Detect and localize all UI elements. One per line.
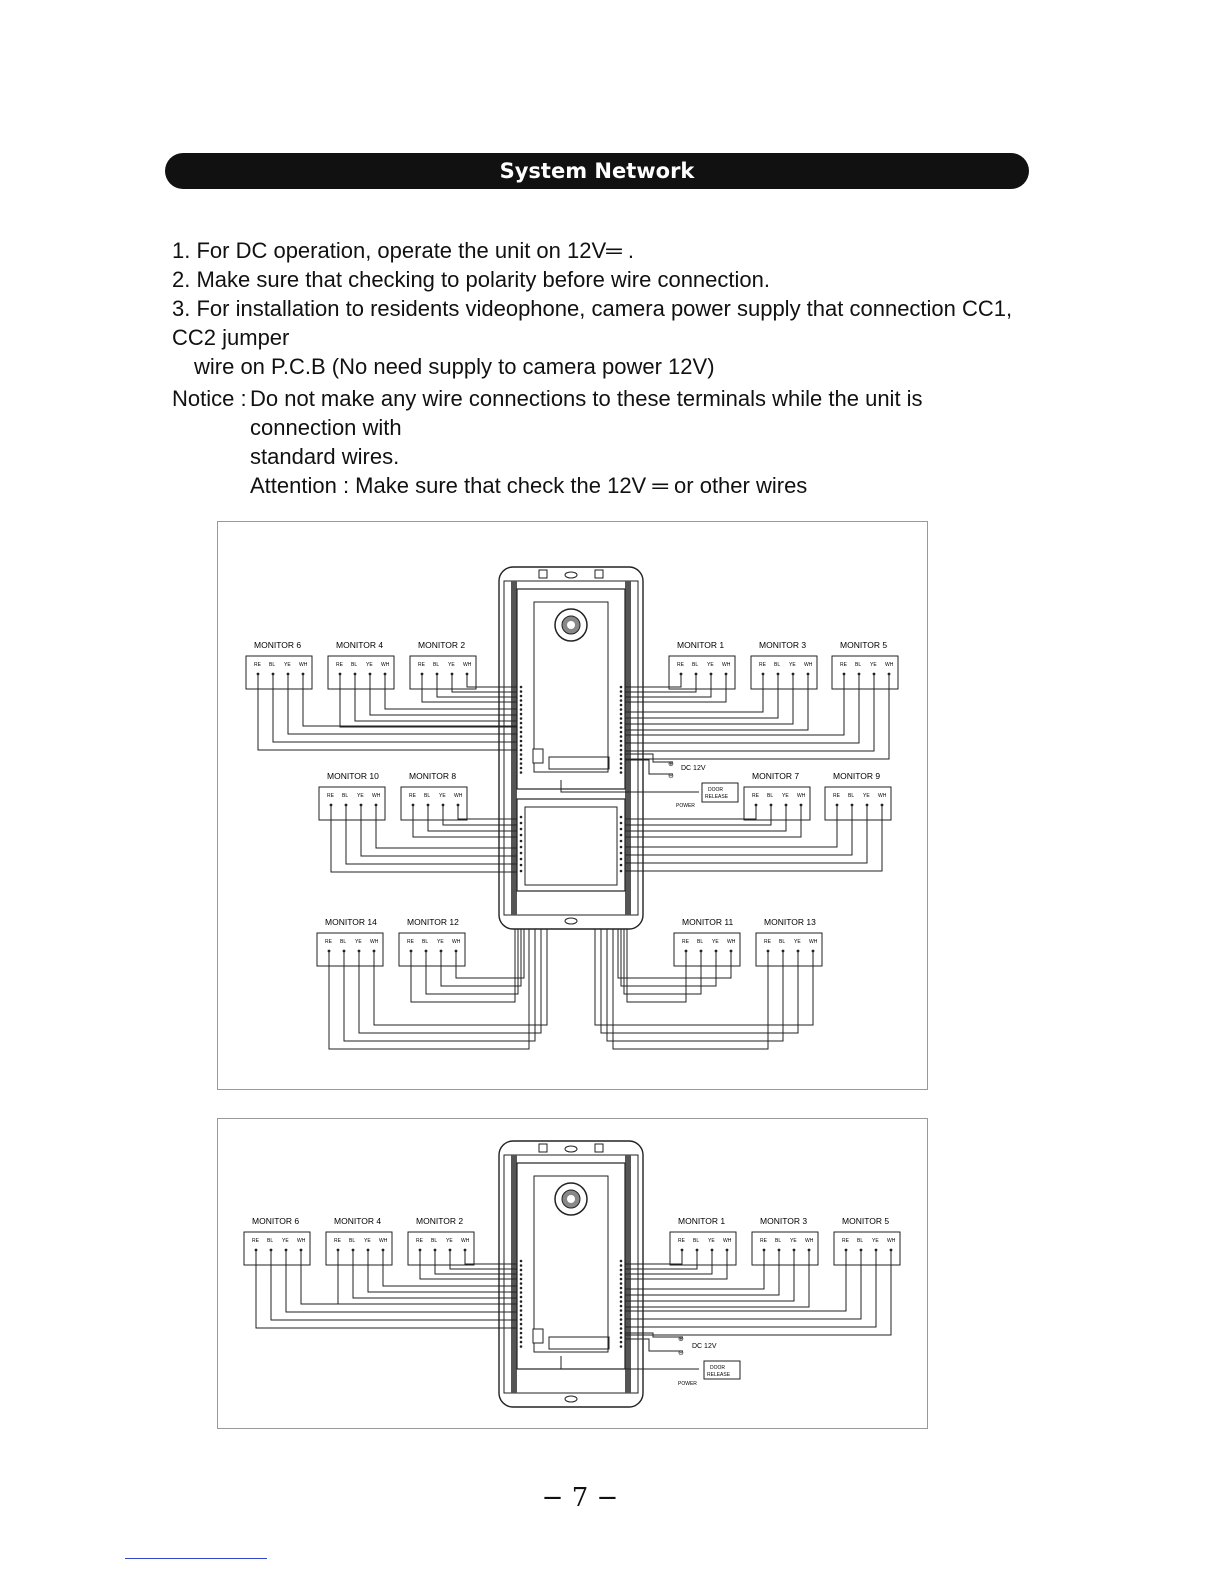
terminal-label: BL [767, 793, 774, 799]
terminal-label: RE [418, 662, 425, 668]
pcb-pin [520, 864, 523, 867]
pcb-pin [620, 749, 623, 752]
terminal-label: YE [366, 662, 373, 668]
terminal-label: RE [833, 793, 840, 799]
monitor-label: MONITOR 5 [840, 640, 888, 650]
pcb-pin [520, 1264, 523, 1267]
pcb-pin [520, 1327, 523, 1330]
terminal-label: RE [759, 662, 766, 668]
instruction-item: 1. For DC operation, operate the unit on 12V═ . [172, 238, 634, 263]
terminal-label: RE [677, 662, 684, 668]
terminal-label: WH [723, 1238, 732, 1244]
release-label: RELEASE [707, 1372, 731, 1378]
pcb-pin [520, 735, 523, 738]
pcb-pin [620, 699, 623, 702]
monitor-wire [625, 674, 859, 743]
notice-label: Notice : [172, 386, 247, 411]
pcb-pin [620, 1300, 623, 1303]
dc-plus-symbol: ⊕ [678, 1336, 684, 1343]
pcb-pin [620, 731, 623, 734]
terminal-label: RE [252, 1238, 259, 1244]
terminal-label: WH [372, 793, 381, 799]
pcb-pin [620, 1345, 623, 1348]
terminal-label: YE [364, 1238, 371, 1244]
terminal-label: WH [809, 939, 818, 945]
pcb-pin [620, 1318, 623, 1321]
pcb-pin [620, 717, 623, 720]
monitor-label: MONITOR 6 [252, 1216, 300, 1226]
pcb-pin [620, 753, 623, 756]
pcb-pin [620, 713, 623, 716]
pcb-pin [520, 1336, 523, 1339]
monitor-label: MONITOR 7 [752, 771, 800, 781]
terminal-label: YE [872, 1238, 879, 1244]
pcb-pin [620, 1278, 623, 1281]
terminal-label: WH [463, 662, 472, 668]
monitor-terminal-block [832, 656, 898, 689]
pcb-pin [520, 749, 523, 752]
pcb-pin [520, 816, 523, 819]
pcb-pin [620, 744, 623, 747]
camera-lens-glint [567, 621, 575, 629]
pcb-pin [520, 846, 523, 849]
pcb-pin [620, 762, 623, 765]
terminal-label: BL [774, 662, 781, 668]
pcb-pin [520, 1314, 523, 1317]
terminal-label: WH [804, 662, 813, 668]
pcb-pin [520, 1287, 523, 1290]
section-header [165, 153, 1029, 189]
terminal-label: YE [782, 793, 789, 799]
notice-block [172, 384, 1032, 500]
pcb-pin [620, 722, 623, 725]
pcb-pin [520, 1318, 523, 1321]
terminal-label: YE [357, 793, 364, 799]
monitor-label: MONITOR 1 [677, 640, 725, 650]
terminal-label: BL [692, 662, 699, 668]
monitor-terminal-block [246, 656, 312, 689]
pcb-pin [520, 704, 523, 707]
terminal-label: WH [379, 1238, 388, 1244]
terminal-label: RE [760, 1238, 767, 1244]
terminal-label: YE [282, 1238, 289, 1244]
pcb-pin [620, 740, 623, 743]
monitor-wire [286, 1250, 517, 1312]
monitor-terminal-block [410, 656, 476, 689]
pcb-pin [520, 1323, 523, 1326]
wiring-diagram-6-monitors [217, 1118, 928, 1429]
monitor-label: MONITOR 1 [678, 1216, 726, 1226]
pcb-pin [620, 1260, 623, 1263]
terminal-label: RE [678, 1238, 685, 1244]
pcb-pin [620, 690, 623, 693]
pcb-pin [520, 1345, 523, 1348]
pcb-pin [520, 1260, 523, 1263]
instruction-item: 2. Make sure that checking to polarity before wire connection. [172, 267, 770, 292]
cc-jumper [533, 1329, 543, 1343]
pcb-pin [520, 828, 523, 831]
monitor-label: MONITOR 10 [327, 771, 379, 781]
pcb-pin [620, 771, 623, 774]
pcb-pin [620, 1264, 623, 1267]
dc-minus-symbol: ⊖ [678, 1350, 684, 1357]
terminal-label: WH [381, 662, 390, 668]
cc-jumper [533, 749, 543, 763]
pcb-pin [520, 852, 523, 855]
dc-plus-symbol: ⊕ [668, 761, 674, 768]
pcb-pin [620, 1291, 623, 1294]
terminal-label: YE [448, 662, 455, 668]
monitor-label: MONITOR 12 [407, 917, 459, 927]
pcb-pin [620, 735, 623, 738]
monitor-wire [288, 674, 517, 734]
terminal-label: WH [887, 1238, 896, 1244]
pcb-pin [620, 846, 623, 849]
pcb-pin [520, 1291, 523, 1294]
monitor-label: MONITOR 3 [759, 640, 807, 650]
instruction-item: 3. For installation to residents videophone, camera power supply that connection CC1, CC2 jumper [172, 296, 1013, 350]
dc-minus-symbol: ⊖ [668, 773, 674, 780]
pcb-pin [520, 758, 523, 761]
terminal-label: WH [299, 662, 308, 668]
pcb-pin [620, 1323, 623, 1326]
terminal-label: BL [267, 1238, 274, 1244]
monitor-label: MONITOR 2 [416, 1216, 464, 1226]
terminal-label: BL [779, 939, 786, 945]
pcb-pin [620, 1336, 623, 1339]
pcb-pin [520, 695, 523, 698]
monitor-label: MONITOR 9 [833, 771, 881, 781]
pcb-pin [620, 758, 623, 761]
monitor-label: MONITOR 6 [254, 640, 302, 650]
section-title: System Network [499, 159, 695, 183]
notice-line: standard wires. [250, 444, 400, 469]
terminal-label: YE [284, 662, 291, 668]
terminal-label: WH [454, 793, 463, 799]
notice-line: Attention : Make sure that check the 12V ═ or other wires [250, 473, 808, 498]
monitor-terminal-block [756, 933, 822, 966]
terminal-label: RE [334, 1238, 341, 1244]
terminal-label: WH [878, 793, 887, 799]
terminal-label: YE [712, 939, 719, 945]
pcb-pin [620, 1269, 623, 1272]
pcb-pin [520, 840, 523, 843]
terminal-label: WH [452, 939, 461, 945]
dc-12v-label: DC 12V [681, 765, 706, 772]
terminal-label: YE [708, 1238, 715, 1244]
page-number: − 7 − [541, 1483, 619, 1513]
pcb-pin [620, 816, 623, 819]
monitor-terminal-block [401, 787, 467, 820]
pcb-pin [520, 1309, 523, 1312]
monitor-terminal-block [669, 656, 735, 689]
pcb-pin [620, 767, 623, 770]
pcb-pin [620, 870, 623, 873]
terminal-label: BL [431, 1238, 438, 1244]
pcb-pin [520, 858, 523, 861]
pcb-pin [620, 1332, 623, 1335]
monitor-terminal-block [399, 933, 465, 966]
monitor-label: MONITOR 2 [418, 640, 466, 650]
terminal-label: YE [870, 662, 877, 668]
pcb-pin [520, 708, 523, 711]
terminal-label: BL [269, 662, 276, 668]
terminal-label: RE [840, 662, 847, 668]
pcb-pin [520, 1273, 523, 1276]
terminal-label: YE [355, 939, 362, 945]
pcb-pin [520, 744, 523, 747]
terminal-label: RE [682, 939, 689, 945]
pcb-pin [620, 1327, 623, 1330]
pcb-pin [520, 1341, 523, 1344]
pcb-pin [520, 834, 523, 837]
monitor-label: MONITOR 4 [336, 640, 384, 650]
terminal-label: BL [422, 939, 429, 945]
terminal-label: YE [707, 662, 714, 668]
monitor-wire [625, 1250, 861, 1319]
pcb-pin [520, 771, 523, 774]
pcb-pin [520, 1278, 523, 1281]
monitor-terminal-block [408, 1232, 474, 1265]
terminal-label: WH [370, 939, 379, 945]
terminal-label: BL [349, 1238, 356, 1244]
footer-rule [125, 1558, 267, 1559]
monitor-label: MONITOR 11 [682, 917, 734, 927]
pcb-pin [520, 722, 523, 725]
pcb-pin [620, 1287, 623, 1290]
monitor-terminal-block [326, 1232, 392, 1265]
monitor-wire [456, 929, 524, 978]
pcb-pin [520, 726, 523, 729]
terminal-label: WH [727, 939, 736, 945]
pcb-pin [620, 704, 623, 707]
pcb-pin [620, 858, 623, 861]
pcb-pin [620, 864, 623, 867]
monitor-label: MONITOR 14 [325, 917, 377, 927]
monitor-terminal-block [244, 1232, 310, 1265]
pcb-pin [620, 1273, 623, 1276]
door-label: DOOR [710, 1365, 725, 1371]
terminal-label: RE [764, 939, 771, 945]
terminal-label: BL [342, 793, 349, 799]
terminal-label: BL [433, 662, 440, 668]
terminal-label: YE [437, 939, 444, 945]
wiring-diagram-14-monitors [217, 521, 928, 1090]
pcb-pin [620, 708, 623, 711]
terminal-label: BL [775, 1238, 782, 1244]
pcb-pin [520, 1269, 523, 1272]
terminal-label: RE [325, 939, 332, 945]
terminal-label: YE [790, 1238, 797, 1244]
pcb-pin [620, 840, 623, 843]
terminal-label: BL [424, 793, 431, 799]
pcb-pin [620, 822, 623, 825]
terminal-label: BL [857, 1238, 864, 1244]
pcb-pin [620, 828, 623, 831]
pcb-pin [520, 686, 523, 689]
pcb-pin [520, 740, 523, 743]
pcb-pin [520, 699, 523, 702]
power-label: POWER [676, 803, 695, 809]
terminal-label: WH [797, 793, 806, 799]
pcb-pin [520, 822, 523, 825]
pcb-pin [520, 717, 523, 720]
pcb-pin [620, 695, 623, 698]
pcb-pin [520, 767, 523, 770]
monitor-terminal-block [328, 656, 394, 689]
wiring-diagram-14-svg [218, 522, 927, 1089]
terminal-label: WH [461, 1238, 470, 1244]
monitor-label: MONITOR 8 [409, 771, 457, 781]
pcb-pin [620, 852, 623, 855]
notice-line: Do not make any wire connections to these terminals while the unit is connection with [250, 386, 923, 440]
pcb-pin [620, 686, 623, 689]
pcb-pin [620, 1282, 623, 1285]
monitor-terminal-block [317, 933, 383, 966]
camera-lens-glint [567, 1195, 575, 1203]
pcb-pin [520, 713, 523, 716]
power-label: POWER [678, 1381, 697, 1387]
pcb-pin [520, 753, 523, 756]
terminal-label: RE [336, 662, 343, 668]
monitor-terminal-block [752, 1232, 818, 1265]
pcb-pin [520, 762, 523, 765]
pcb-pin [520, 1300, 523, 1303]
panel-rail [625, 581, 631, 915]
pcb-pin [620, 1309, 623, 1312]
monitor-terminal-block [825, 787, 891, 820]
terminal-label: RE [842, 1238, 849, 1244]
pcb-pin [520, 1305, 523, 1308]
monitor-label: MONITOR 5 [842, 1216, 890, 1226]
terminal-label: BL [848, 793, 855, 799]
panel-rail [511, 581, 517, 915]
terminal-label: BL [855, 662, 862, 668]
instruction-item: wire on P.C.B (No need supply to camera power 12V) [194, 354, 715, 379]
terminal-label: YE [446, 1238, 453, 1244]
monitor-terminal-block [319, 787, 385, 820]
terminal-label: YE [789, 662, 796, 668]
terminal-label: YE [439, 793, 446, 799]
monitor-terminal-block [834, 1232, 900, 1265]
terminal-label: RE [254, 662, 261, 668]
terminal-label: RE [752, 793, 759, 799]
door-label: DOOR [708, 787, 723, 793]
pcb-pin [620, 1314, 623, 1317]
monitor-terminal-block [670, 1232, 736, 1265]
pcb-pin [520, 731, 523, 734]
terminal-label: BL [351, 662, 358, 668]
release-label: RELEASE [705, 794, 729, 800]
pcb-pin [620, 726, 623, 729]
pcb-pin [520, 870, 523, 873]
pcb-pin [520, 690, 523, 693]
terminal-label: RE [416, 1238, 423, 1244]
monitor-label: MONITOR 3 [760, 1216, 808, 1226]
monitor-terminal-block [744, 787, 810, 820]
terminal-label: RE [407, 939, 414, 945]
monitor-label: MONITOR 13 [764, 917, 816, 927]
pcb-pin [520, 1332, 523, 1335]
terminal-label: BL [693, 1238, 700, 1244]
terminal-label: BL [340, 939, 347, 945]
terminal-label: WH [885, 662, 894, 668]
monitor-terminal-block [751, 656, 817, 689]
terminal-label: WH [805, 1238, 814, 1244]
terminal-label: YE [863, 793, 870, 799]
pcb-pin [520, 1282, 523, 1285]
pcb-pin [620, 834, 623, 837]
pcb-pin [620, 1296, 623, 1299]
terminal-label: RE [327, 793, 334, 799]
terminal-label: BL [697, 939, 704, 945]
pcb-pin [620, 1341, 623, 1344]
instructions-list [172, 236, 1032, 381]
wiring-diagram-6-svg [218, 1119, 927, 1428]
terminal-label: YE [794, 939, 801, 945]
monitor-label: MONITOR 4 [334, 1216, 382, 1226]
terminal-label: WH [722, 662, 731, 668]
dc-12v-label: DC 12V [692, 1343, 717, 1350]
terminal-label: RE [409, 793, 416, 799]
monitor-terminal-block [674, 933, 740, 966]
pcb-pin [620, 1305, 623, 1308]
pcb-pin [520, 1296, 523, 1299]
terminal-label: WH [297, 1238, 306, 1244]
